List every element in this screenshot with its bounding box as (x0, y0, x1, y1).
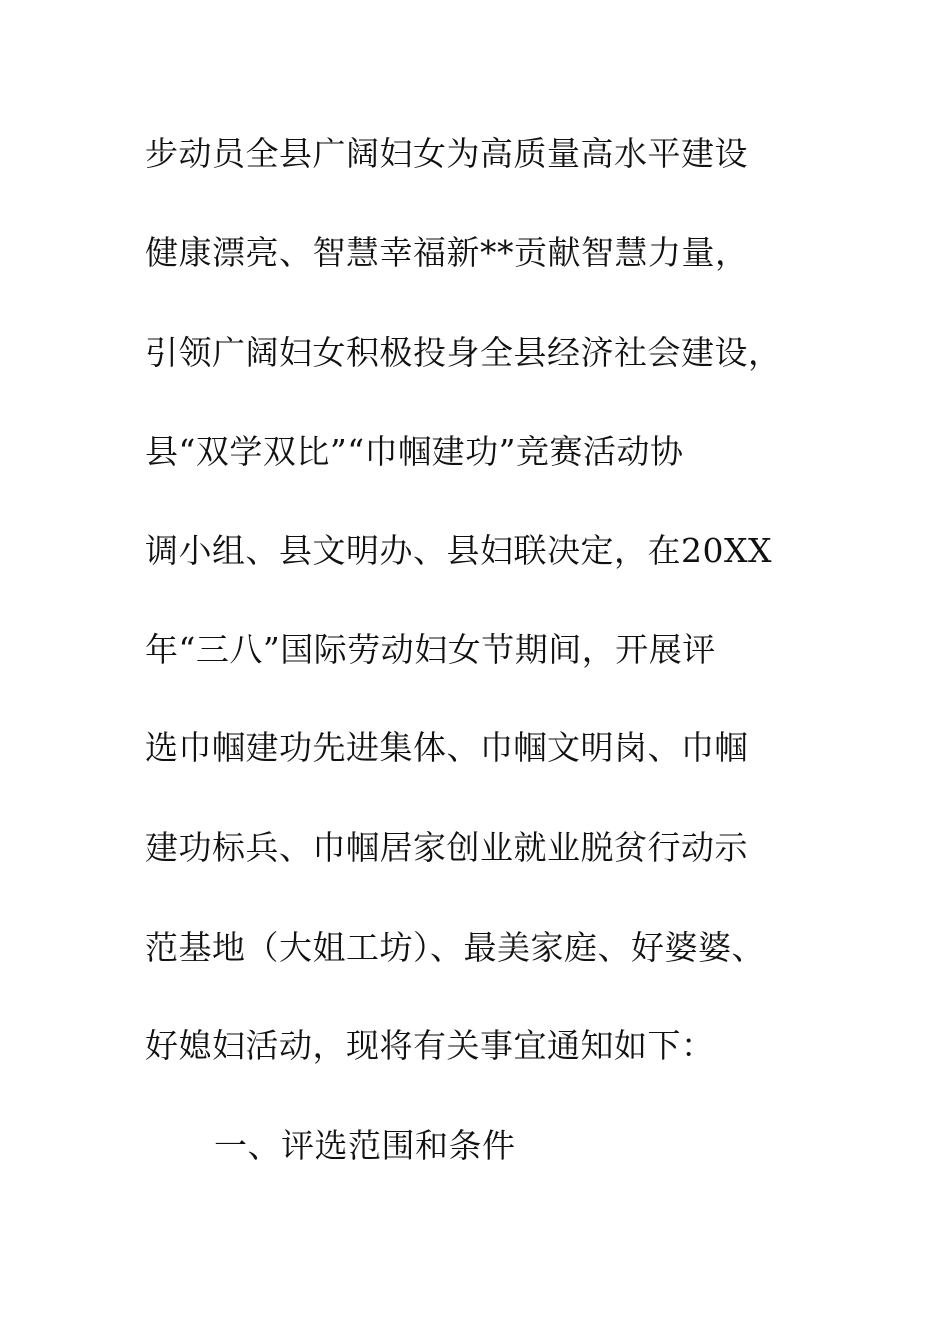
paragraph-line-3: 引领广阔妇女积极投身全县经济社会建设， (145, 333, 782, 372)
paragraph-line-5: 调小组、县文明办、县妇联决定，在20XX (145, 531, 772, 570)
paragraph-line-1: 步动员全县广阔妇女为高质量高水平建设 (145, 134, 748, 173)
section-heading: 一、评选范围和条件 (214, 1126, 516, 1165)
paragraph-line-9: 范基地（大姐工坊）、最美家庭、好婆婆、 (145, 928, 765, 967)
paragraph-line-10: 好媳妇活动，现将有关事宜通知如下： (145, 1026, 715, 1065)
paragraph-line-4: 县“双学双比”“巾帼建功”竞赛活动协 (145, 432, 684, 471)
paragraph-line-2: 健康漂亮、智慧幸福新**贡献智慧力量， (145, 233, 749, 272)
paragraph-line-8: 建功标兵、巾帼居家创业就业脱贫行动示 (145, 828, 748, 867)
paragraph-line-6: 年“三八”国际劳动妇女节期间，开展评 (145, 630, 716, 669)
paragraph-line-7: 选巾帼建功先进集体、巾帼文明岗、巾帼 (145, 728, 748, 767)
